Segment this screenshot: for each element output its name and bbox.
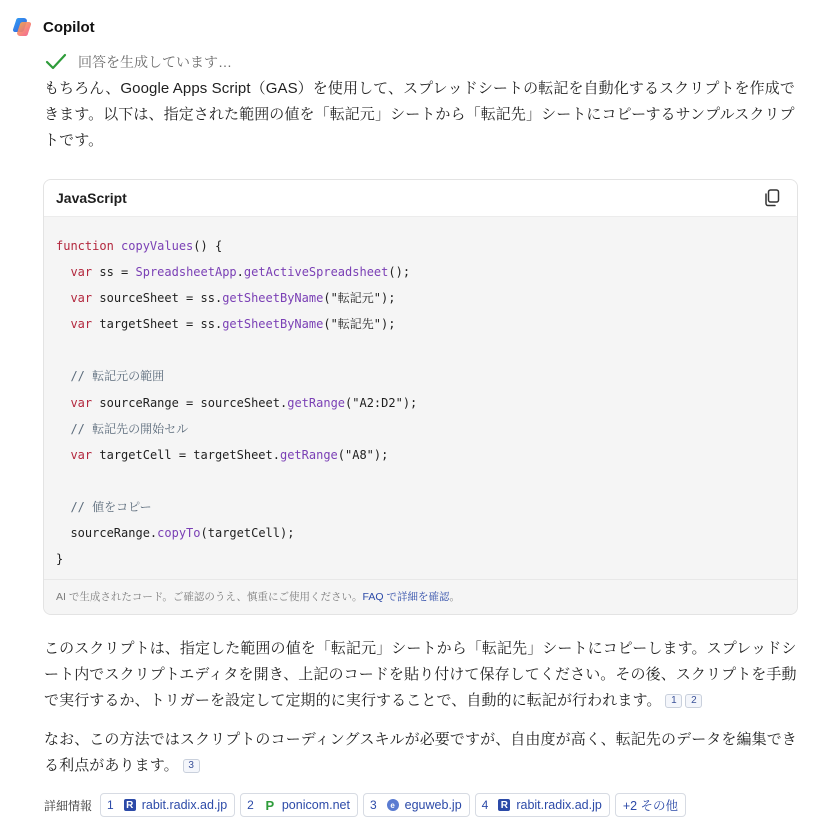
code-line: var sourceRange = sourceSheet.getRange("A2:D2"); bbox=[70, 395, 418, 410]
code-line: var ss = SpreadsheetApp.getActiveSpreadsheet(); bbox=[70, 265, 411, 280]
citation-badge[interactable]: 3 bbox=[183, 759, 200, 773]
copy-icon bbox=[764, 189, 780, 207]
source-domain: ponicom.net bbox=[281, 798, 350, 812]
source-domain: eguweb.jp bbox=[404, 798, 462, 812]
sources-label: 詳細情報 bbox=[44, 798, 93, 813]
code-line: // 値をコピー bbox=[70, 499, 152, 514]
source-number: 2 bbox=[247, 798, 254, 812]
code-line: // 転記元の範囲 bbox=[70, 369, 165, 384]
check-icon bbox=[44, 51, 68, 73]
app-title: Copilot bbox=[43, 18, 95, 36]
code-block-header bbox=[44, 180, 797, 217]
generation-status bbox=[44, 51, 232, 73]
faq-link[interactable]: FAQ で詳細を確認 bbox=[362, 591, 450, 603]
source-link[interactable] bbox=[475, 793, 610, 817]
explanation-text: このスクリプトは、指定した範囲の値を「転記元」シートから「転記先」シートにコピーします。スプレッドシート内でスクリプトエディタを開き、上記のコードを貼り付けて保存してください。その後、スクリプトを手動で実行するか、トリガーを設定して定期的に実行することで、自動的に転記が行われます。 bbox=[44, 640, 797, 709]
code-line: var targetSheet = ss.getSheetByName("転記先"); bbox=[70, 317, 396, 332]
code-content[interactable] bbox=[44, 217, 797, 579]
source-number: 1 bbox=[107, 798, 114, 812]
code-line: // 転記先の開始セル bbox=[70, 421, 189, 436]
disclaimer-text: AI で生成されたコード。ご確認のうえ、慎重にご使用ください。 bbox=[56, 591, 363, 603]
more-sources-button[interactable]: +2 その他 bbox=[615, 793, 686, 817]
code-line: function copyValues() { bbox=[56, 239, 223, 253]
source-favicon-icon: e bbox=[387, 799, 399, 811]
code-line bbox=[56, 468, 785, 494]
code-line: var targetCell = targetSheet.getRange("A8"); bbox=[70, 447, 389, 462]
citation-badge[interactable]: 2 bbox=[685, 694, 702, 708]
code-line: var sourceSheet = ss.getSheetByName("転記元"); bbox=[70, 291, 396, 306]
intro-paragraph: もちろん、Google Apps Script（GAS）を使用して、スプレッドシートの転記を自動化するスクリプトを作成できます。以下は、指定された範囲の値を「転記元」シートから「転記先」シートにコピーするサンプルスクリプトです。 bbox=[44, 80, 795, 149]
source-link[interactable] bbox=[240, 793, 358, 817]
explanation-paragraph bbox=[44, 636, 798, 714]
source-link[interactable] bbox=[363, 793, 470, 817]
code-line: sourceRange.copyTo(targetCell); bbox=[56, 526, 295, 541]
source-favicon-icon: R bbox=[498, 799, 510, 811]
code-disclaimer bbox=[44, 579, 797, 614]
code-block bbox=[43, 179, 798, 615]
sources-bar bbox=[44, 793, 686, 817]
source-domain: rabit.radix.ad.jp bbox=[141, 798, 228, 812]
note-paragraph bbox=[44, 727, 798, 779]
code-line bbox=[56, 337, 785, 363]
chat-header bbox=[10, 14, 95, 40]
note-text: なお、この方法ではスクリプトのコーディングスキルが必要ですが、自由度が高く、転記先のデータを編集できる利点があります。 bbox=[44, 731, 797, 774]
source-number: 4 bbox=[481, 798, 489, 812]
copy-code-button[interactable] bbox=[761, 187, 783, 209]
code-language-label: JavaScript bbox=[56, 190, 127, 206]
status-text: 回答を生成しています… bbox=[78, 54, 232, 70]
copilot-logo-icon bbox=[10, 15, 34, 39]
source-favicon-icon: R bbox=[124, 799, 136, 811]
source-domain: rabit.radix.ad.jp bbox=[516, 798, 602, 812]
source-link[interactable] bbox=[100, 793, 235, 817]
citation-badge[interactable]: 1 bbox=[665, 694, 682, 708]
source-number: 3 bbox=[369, 798, 377, 812]
code-line: } bbox=[56, 552, 64, 567]
disclaimer-end: 。 bbox=[449, 591, 460, 603]
source-favicon-icon: P bbox=[265, 797, 275, 813]
